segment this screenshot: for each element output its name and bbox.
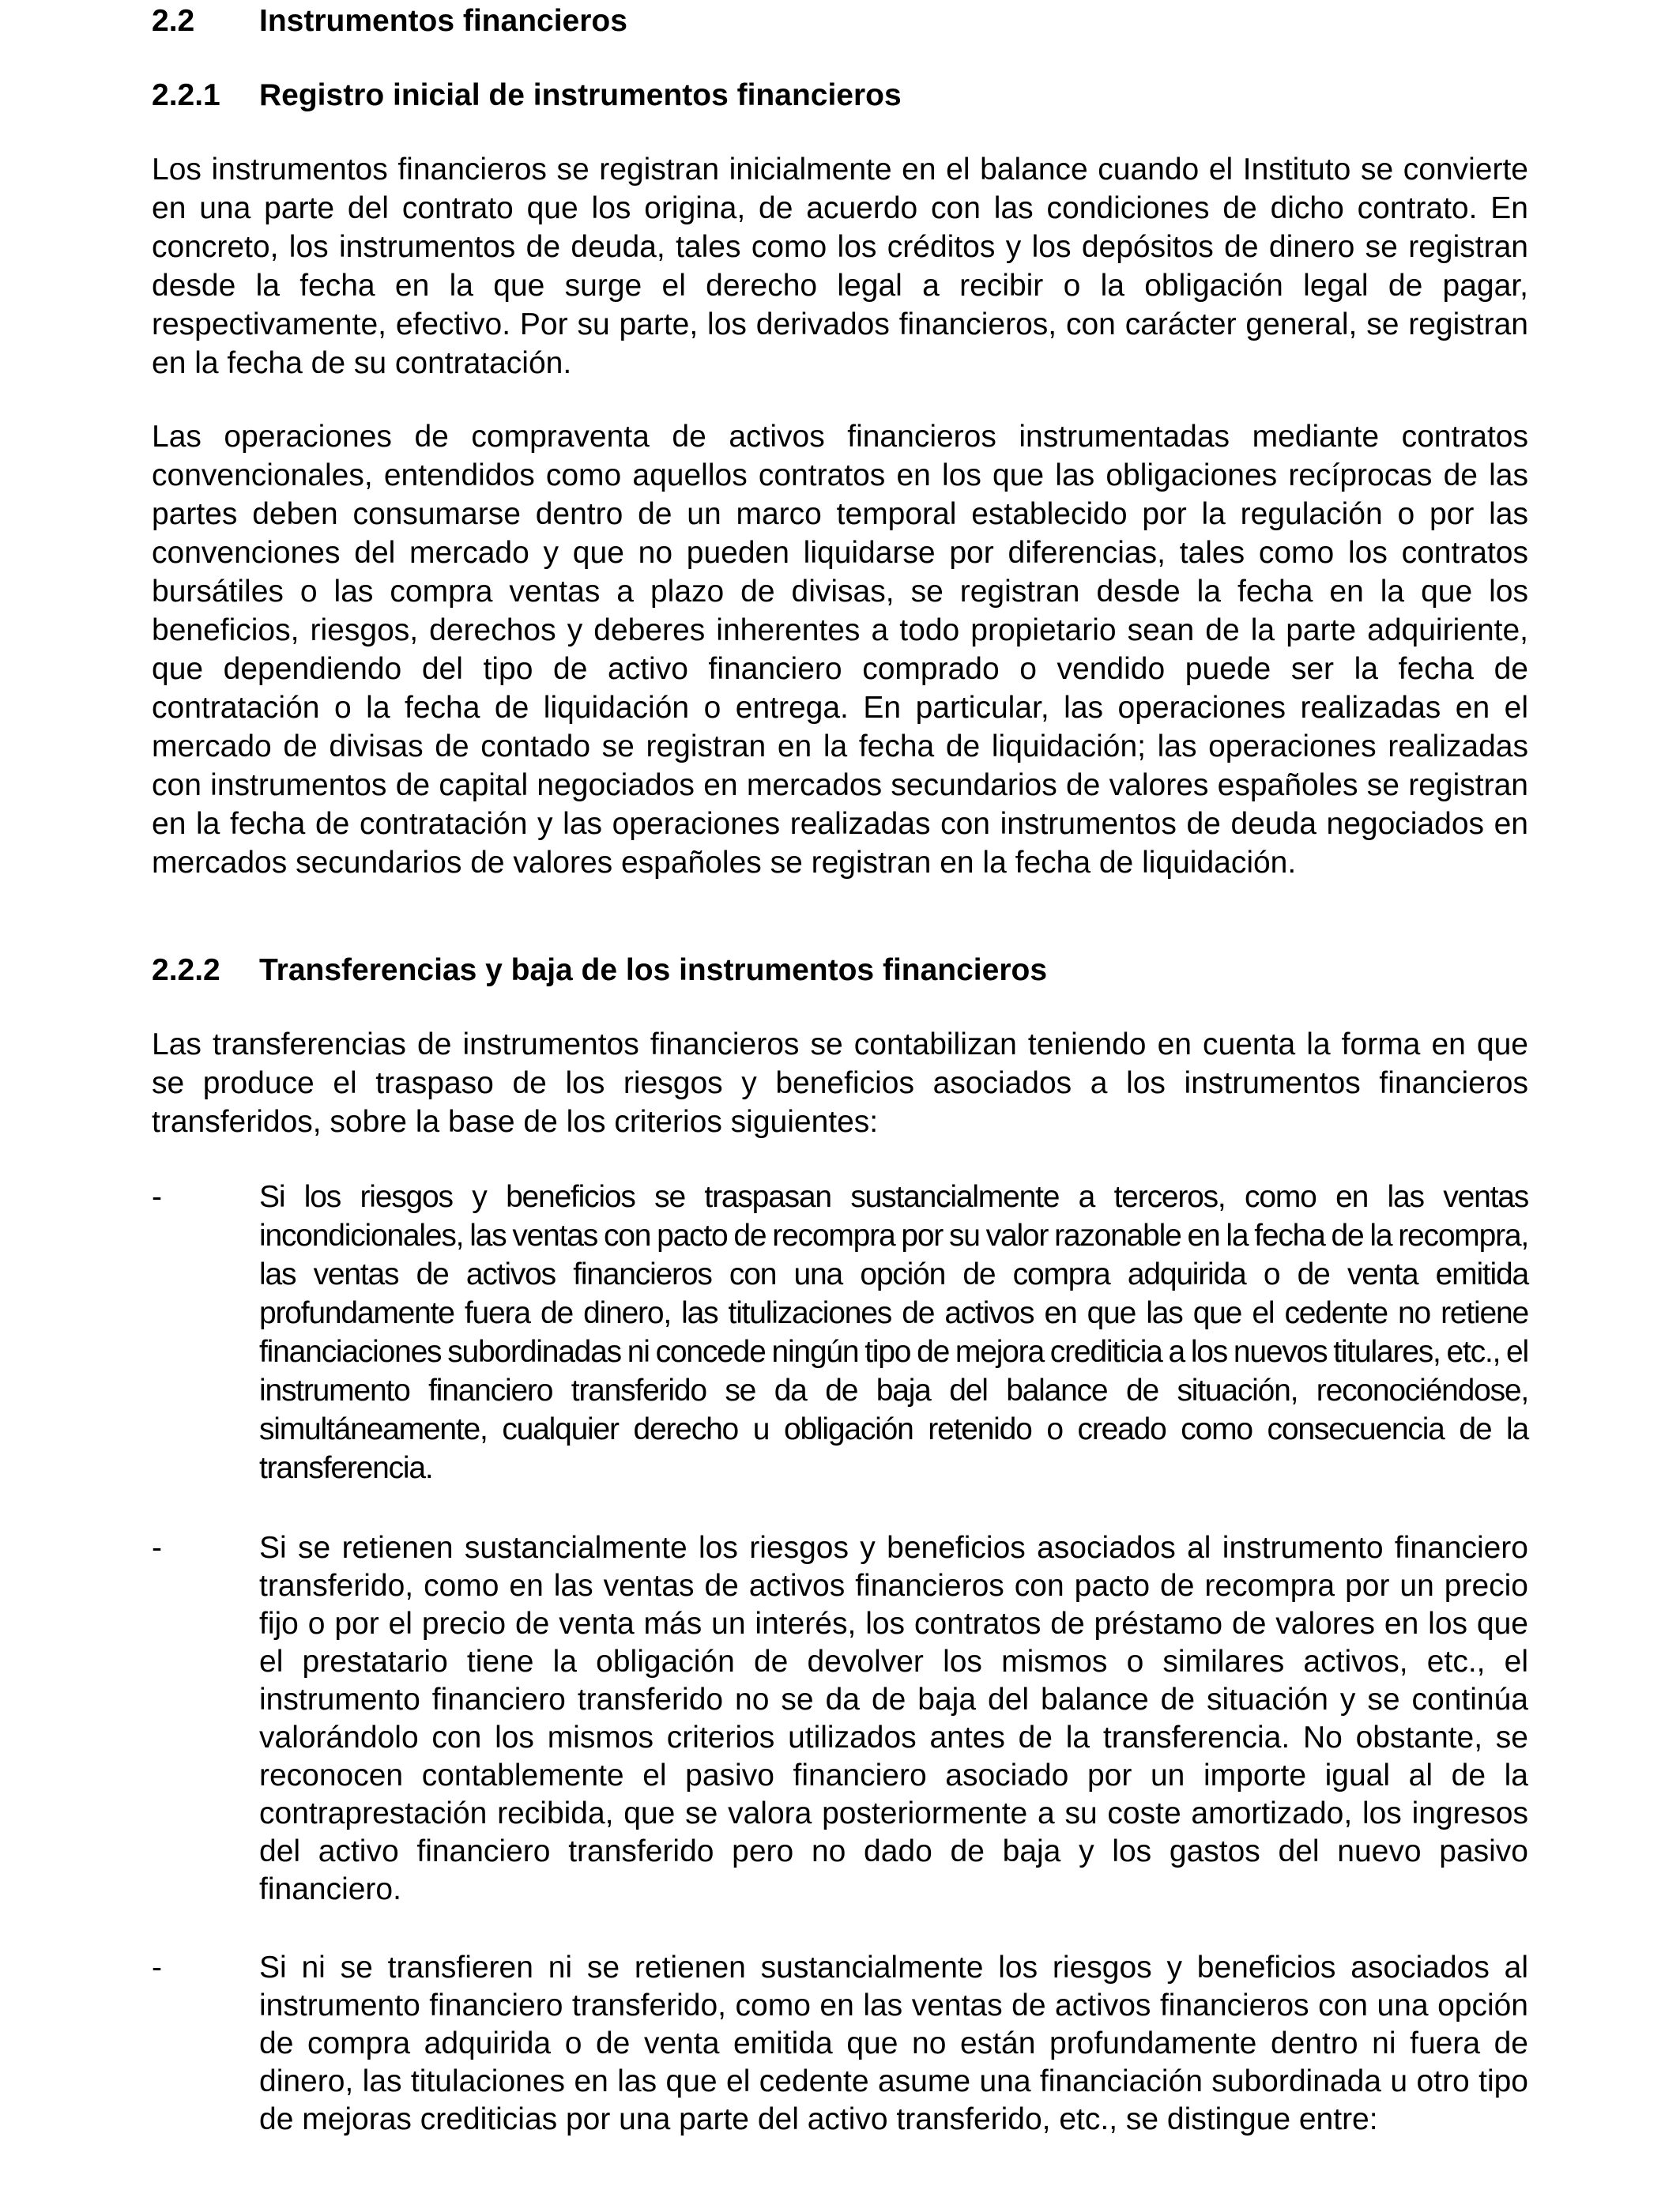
section-heading [152, 2, 627, 41]
subsection-heading-2-2-1 [152, 76, 902, 115]
bullet-marker: - [152, 1531, 162, 1565]
section-number: 2.2 [152, 4, 195, 38]
subsection-title: Registro inicial de instrumentos financieros [259, 78, 902, 112]
bullet-text: Si se retienen sustancialmente los riesgos y beneficios asociados al instrumento financiero transferido, como en las ventas de activos financieros con pacto de recompra por un precio fijo o por el precio de venta más un interés, los contratos de préstamo de valores en los que el prestatario tiene la obligación de devolver los mismos o similares activos, etc., el instrumento financiero transferido no se da de baja del balance de situación y se continúa valorándolo con los mismos criterios utilizados antes de la transferencia. No obstante, se reconocen contablemente el pasivo financiero asociado por un importe igual al de la contraprestación recibida, que se valora posteriormente a su coste amortizado, los ingresos del activo financiero transferido pero no dado de baja y los gastos del nuevo pasivo financiero. [259, 1531, 1528, 1906]
subsection-number: 2.2.1 [152, 78, 220, 112]
paragraph-initial-recognition: Los instrumentos financieros se registran inicialmente en el balance cuando el Instituto se convierte en una parte del contrato que los origina, de acuerdo con las condiciones de dicho contrato. En concreto, los instrumentos de deuda, tales como los créditos y los depósitos de dinero se registran desde la fecha en la que surge el derecho legal a recibir o la obligación legal de pagar, respectivamente, efectivo. Por su parte, los derivados financieros, con carácter general, se registran en la fecha de su contratación. [152, 153, 1528, 380]
bullet-text: Si ni se transfieren ni se retienen sustancialmente los riesgos y beneficios asociados al instrumento financiero transferido, como en las ventas de activos financieros con una opción de compra adquirida o de venta emitida que no están profundamente dentro ni fuera de dinero, las titulaciones en las que el cedente asume una financiación subordinada u otro tipo de mejoras crediticias por una parte del activo transferido, etc., se distingue entre: [259, 1951, 1528, 2136]
subsection-number: 2.2.2 [152, 953, 220, 987]
bullet-marker: - [152, 1951, 162, 1985]
section-title: Instrumentos financieros [259, 4, 627, 38]
paragraph-transfers-intro: Las transferencias de instrumentos financieros se contabilizan teniendo en cuenta la forma en que se produce el traspaso de los riesgos y beneficios asociados a los instrumentos financieros transferidos, sobre la base de los criterios siguientes: [152, 1027, 1528, 1139]
bullet-marker: - [152, 1180, 162, 1214]
paragraph-conventional-contracts: Las operaciones de compraventa de activos financieros instrumentadas mediante contratos convencionales, entendidos como aquellos contratos en los que las obligaciones recíprocas de las partes deben consumarse dentro de un marco temporal establecido por la regulación o por las convenciones del mercado y que no pueden liquidarse por diferencias, tales como los contratos bursátiles o las compra ventas a plazo de divisas, se registran desde la fecha en la que los beneficios, riesgos, derechos y deberes inherentes a todo propietario sean de la parte adquiriente, que dependiendo del tipo de activo financiero comprado o vendido puede ser la fecha de contratación o la fecha de liquidación o entrega. En particular, las operaciones realizadas en el mercado de divisas de contado se registran en la fecha de liquidación; las operaciones realizadas con instrumentos de capital negociados en mercados secundarios de valores españoles se registran en la fecha de contratación y las operaciones realizadas con instrumentos de deuda negociados en mercados secundarios de valores españoles se registran en la fecha de liquidación. [152, 420, 1528, 880]
subsection-title: Transferencias y baja de los instrumentos financieros [259, 953, 1048, 987]
bullet-text: Si los riesgos y beneficios se traspasan sustancialmente a terceros, como en las ventas incondicionales, las ventas con pacto de recompra por su valor razonable en la fecha de la recompra, las ventas de activos financieros con una opción de compra adquirida o de venta emitida profundamente fuera de dinero, las titulizaciones de activos en que las que el cedente no retiene financiaciones subordinadas ni concede ningún tipo de mejora crediticia a los nuevos titulares, etc., el instrumento financiero transferido se da de baja del balance de situación, reconociéndose, simultáneamente, cualquier derecho u obligación retenido o creado como consecuencia de la transferencia. [259, 1180, 1528, 1485]
subsection-heading-2-2-2 [152, 951, 1047, 990]
